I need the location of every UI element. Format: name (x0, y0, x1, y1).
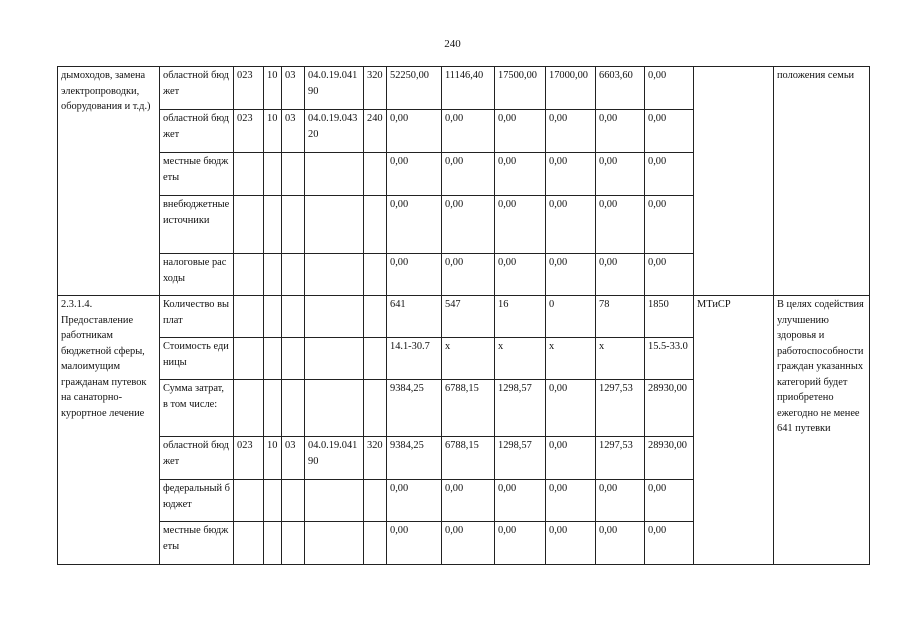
target-article-cell (305, 522, 364, 565)
subsection-code-cell: 03 (282, 110, 305, 153)
funding-source-cell: местные бюджеты (160, 522, 234, 565)
value-total-cell: 641 (387, 296, 442, 338)
section-code-cell: 10 (264, 110, 282, 153)
value-year3-cell: 0,00 (546, 380, 596, 437)
gov-code-cell (234, 380, 264, 437)
expected-result-cell: положения семьи (774, 67, 870, 296)
value-year5-cell: 0,00 (645, 110, 694, 153)
value-year4-cell: 0,00 (596, 522, 645, 565)
subsection-code-cell (282, 338, 305, 380)
value-year3-cell: 0,00 (546, 196, 596, 254)
subsection-code-cell (282, 480, 305, 522)
value-year5-cell: 0,00 (645, 522, 694, 565)
section-code-cell (264, 380, 282, 437)
value-total-cell: 0,00 (387, 110, 442, 153)
value-year4-cell: 1297,53 (596, 380, 645, 437)
value-year2-cell: 16 (495, 296, 546, 338)
page-number: 240 (444, 38, 461, 50)
value-total-cell: 0,00 (387, 522, 442, 565)
value-year2-cell: 0,00 (495, 196, 546, 254)
indicator-cell: Сумма затрат, в том числе: (160, 380, 234, 437)
executor-cell: МТиСР (694, 296, 774, 565)
value-year1-cell: 0,00 (442, 480, 495, 522)
gov-code-cell: 023 (234, 437, 264, 480)
value-total-cell: 0,00 (387, 480, 442, 522)
gov-code-cell: 023 (234, 110, 264, 153)
value-year2-cell: 0,00 (495, 480, 546, 522)
value-year2-cell: 17500,00 (495, 67, 546, 110)
indicator-cell: Количество выплат (160, 296, 234, 338)
target-article-cell (305, 338, 364, 380)
subsection-code-cell (282, 196, 305, 254)
expense-type-cell (364, 296, 387, 338)
section-code-cell (264, 254, 282, 296)
value-year1-cell: х (442, 338, 495, 380)
target-article-cell: 04.0.19.04320 (305, 110, 364, 153)
gov-code-cell: 023 (234, 67, 264, 110)
subsection-code-cell (282, 254, 305, 296)
value-total-cell: 14.1-30.7 (387, 338, 442, 380)
gov-code-cell (234, 338, 264, 380)
value-year1-cell: 0,00 (442, 522, 495, 565)
value-year5-cell: 28930,00 (645, 380, 694, 437)
value-year5-cell: 1850 (645, 296, 694, 338)
value-total-cell: 0,00 (387, 153, 442, 196)
value-year4-cell: 0,00 (596, 153, 645, 196)
expense-type-cell: 320 (364, 437, 387, 480)
value-year5-cell: 0,00 (645, 480, 694, 522)
funding-source-cell: облaстной бюджет (160, 67, 234, 110)
value-year5-cell: 0,00 (645, 67, 694, 110)
value-year5-cell: 0,00 (645, 254, 694, 296)
funding-source-cell: местные бюджеты (160, 153, 234, 196)
target-article-cell (305, 254, 364, 296)
value-year1-cell: 547 (442, 296, 495, 338)
value-year1-cell: 0,00 (442, 196, 495, 254)
indicator-cell: Стоимость единицы (160, 338, 234, 380)
executor-cell (694, 67, 774, 296)
value-year1-cell: 6788,15 (442, 437, 495, 480)
section-code-cell (264, 522, 282, 565)
section-code-cell: 10 (264, 67, 282, 110)
value-total-cell: 52250,00 (387, 67, 442, 110)
measure-name-cell: дымоходов, замена электропроводки, оборудования и т.д.) (58, 67, 160, 296)
value-year2-cell: 0,00 (495, 110, 546, 153)
subsection-code-cell (282, 380, 305, 437)
value-year3-cell: 0,00 (546, 254, 596, 296)
value-year1-cell: 0,00 (442, 254, 495, 296)
section-code-cell (264, 480, 282, 522)
expected-result-cell: В целях содействия улучшению здоровья и работоспособности граждан указанных категорий будет приобретено ежегодно не менее 641 путевки (774, 296, 870, 565)
subsection-code-cell (282, 296, 305, 338)
value-year4-cell: 0,00 (596, 110, 645, 153)
gov-code-cell (234, 153, 264, 196)
section-code-cell: 10 (264, 437, 282, 480)
value-year3-cell: 0,00 (546, 522, 596, 565)
value-year3-cell: 0,00 (546, 437, 596, 480)
value-year2-cell: 0,00 (495, 153, 546, 196)
funding-source-cell: областной бюджет (160, 110, 234, 153)
value-year4-cell: х (596, 338, 645, 380)
section-code-cell (264, 296, 282, 338)
value-year2-cell: 0,00 (495, 254, 546, 296)
value-total-cell: 0,00 (387, 254, 442, 296)
value-year2-cell: 1298,57 (495, 437, 546, 480)
gov-code-cell (234, 480, 264, 522)
value-year3-cell: х (546, 338, 596, 380)
expense-type-cell (364, 254, 387, 296)
value-year3-cell: 17000,00 (546, 67, 596, 110)
gov-code-cell (234, 196, 264, 254)
table-row (58, 67, 870, 110)
value-total-cell: 9384,25 (387, 380, 442, 437)
expense-type-cell (364, 480, 387, 522)
expense-type-cell (364, 522, 387, 565)
target-article-cell (305, 196, 364, 254)
target-article-cell (305, 380, 364, 437)
value-year1-cell: 0,00 (442, 110, 495, 153)
value-year2-cell: 0,00 (495, 522, 546, 565)
table-row (58, 296, 870, 338)
funding-source-cell: налоговые расходы (160, 254, 234, 296)
value-year4-cell: 1297,53 (596, 437, 645, 480)
subsection-code-cell: 03 (282, 67, 305, 110)
gov-code-cell (234, 522, 264, 565)
expense-type-cell: 240 (364, 110, 387, 153)
value-year2-cell: 1298,57 (495, 380, 546, 437)
section-code-cell (264, 153, 282, 196)
subsection-code-cell: 03 (282, 437, 305, 480)
value-total-cell: 0,00 (387, 196, 442, 254)
expense-type-cell (364, 338, 387, 380)
value-year4-cell: 0,00 (596, 480, 645, 522)
target-article-cell: 04.0.19.04190 (305, 437, 364, 480)
value-year3-cell: 0 (546, 296, 596, 338)
value-year1-cell: 11146,40 (442, 67, 495, 110)
value-year5-cell: 15.5-33.0 (645, 338, 694, 380)
target-article-cell (305, 480, 364, 522)
expense-type-cell: 320 (364, 67, 387, 110)
value-year5-cell: 28930,00 (645, 437, 694, 480)
gov-code-cell (234, 296, 264, 338)
value-year3-cell: 0,00 (546, 153, 596, 196)
expense-type-cell (364, 196, 387, 254)
value-year4-cell: 0,00 (596, 196, 645, 254)
section-code-cell (264, 338, 282, 380)
funding-source-cell: внебюджетные источники (160, 196, 234, 254)
budget-table (57, 66, 870, 565)
value-year3-cell: 0,00 (546, 480, 596, 522)
section-code-cell (264, 196, 282, 254)
expense-type-cell (364, 153, 387, 196)
subsection-code-cell (282, 522, 305, 565)
value-year4-cell: 0,00 (596, 254, 645, 296)
value-year3-cell: 0,00 (546, 110, 596, 153)
target-article-cell: 04.0.19.04190 (305, 67, 364, 110)
target-article-cell (305, 153, 364, 196)
value-year1-cell: 6788,15 (442, 380, 495, 437)
value-year5-cell: 0,00 (645, 196, 694, 254)
expense-type-cell (364, 380, 387, 437)
value-year1-cell: 0,00 (442, 153, 495, 196)
funding-source-cell: областной бюджет (160, 437, 234, 480)
measure-name-cell: 2.3.1.4. Предоставление работникам бюджетной сферы, малоимущим гражданам путевок на санаторно-курортное лечение (58, 296, 160, 565)
funding-source-cell: федеральный бюджет (160, 480, 234, 522)
subsection-code-cell (282, 153, 305, 196)
target-article-cell (305, 296, 364, 338)
value-year5-cell: 0,00 (645, 153, 694, 196)
value-year2-cell: х (495, 338, 546, 380)
value-year4-cell: 78 (596, 296, 645, 338)
gov-code-cell (234, 254, 264, 296)
value-total-cell: 9384,25 (387, 437, 442, 480)
value-year4-cell: 6603,60 (596, 67, 645, 110)
